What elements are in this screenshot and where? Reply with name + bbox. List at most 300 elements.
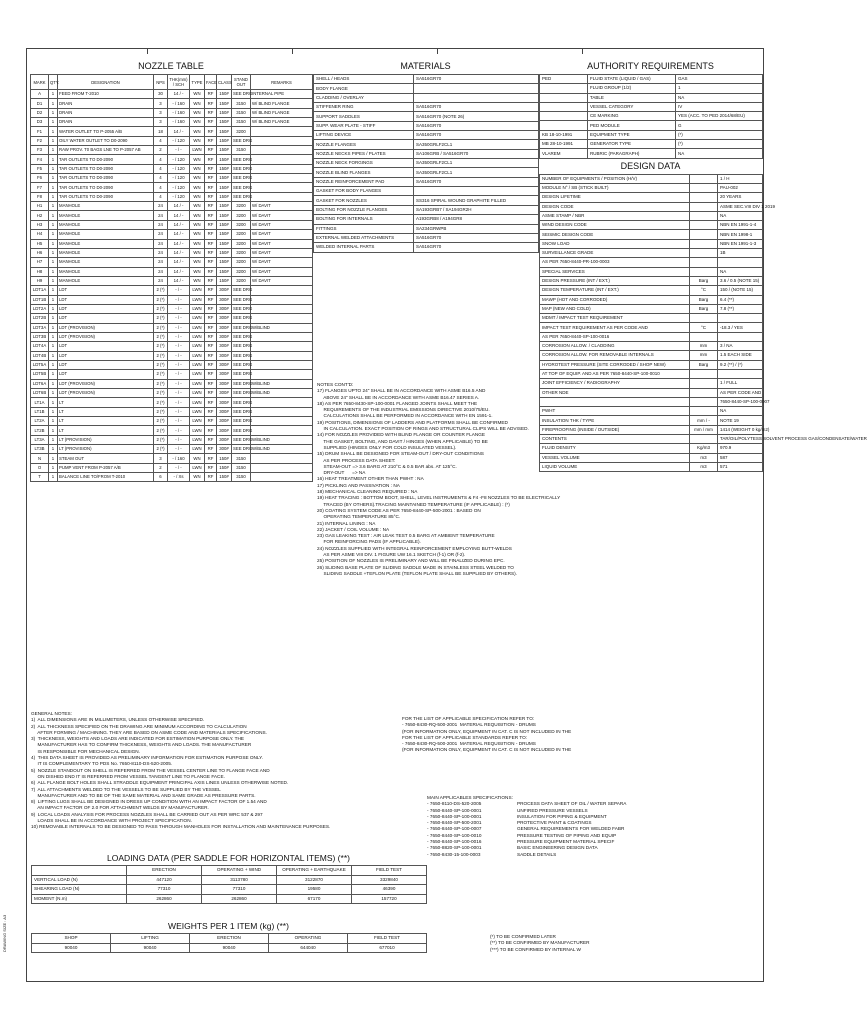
nozzle-cell: RF bbox=[205, 454, 217, 463]
note-line: AS PER PROCESS DATA SHEET: bbox=[317, 457, 396, 463]
nozzle-cell: RF bbox=[205, 248, 217, 257]
nozzle-cell: LDT bbox=[58, 295, 154, 304]
nozzle-cell: 3 bbox=[154, 108, 168, 117]
nozzle-cell: - / 160 bbox=[168, 118, 190, 127]
nozzle-cell: 300# bbox=[217, 314, 232, 323]
nozzle-cell: 1 bbox=[49, 127, 58, 136]
nozzle-header-cell: STAND OUT bbox=[232, 75, 251, 90]
general-note-line: 8) LIFTING LUGS SHALL BE DESIGNED IN DRESS UP CONDITION WITH AN IMPACT FACTOR OF 1.54 AND bbox=[31, 799, 267, 805]
nozzle-cell: 150# bbox=[217, 276, 232, 285]
nozzle-cell: SEE DRG bbox=[232, 389, 251, 398]
material-cell: SA350GRLF2CL1 bbox=[414, 140, 539, 149]
nozzle-cell: 300# bbox=[217, 389, 232, 398]
nozzle-cell: 2 (*) bbox=[154, 360, 168, 369]
weights-block bbox=[31, 921, 426, 953]
nozzle-cell: SEE DRG bbox=[232, 426, 251, 435]
design-data-row bbox=[540, 351, 763, 360]
spec-title: GENERAL REQUIREMENTS FOR WELDED FABR bbox=[517, 826, 625, 832]
material-cell: SA516GR70 bbox=[414, 131, 539, 140]
nozzle-cell: MANHOLE bbox=[58, 202, 154, 211]
note-line: 15) DRUM SHALL BE DESIGNED FOR STEAM-OUT / DRY-OUT CONDITIONS bbox=[317, 451, 484, 457]
nozzle-cell: MANHOLE bbox=[58, 230, 154, 239]
nozzle-cell: SEE DRG bbox=[232, 192, 251, 201]
design-data-cell bbox=[718, 369, 763, 378]
design-data-row bbox=[540, 388, 763, 397]
nozzle-cell: LDT5A bbox=[31, 360, 49, 369]
nozzle-row bbox=[31, 258, 313, 267]
design-data-cell bbox=[690, 174, 718, 183]
nozzle-cell bbox=[251, 304, 313, 313]
nozzle-cell: 3 bbox=[154, 118, 168, 127]
design-data-cell: LIQUID VOLUME bbox=[540, 462, 690, 471]
design-data-cell: PAU-002 bbox=[718, 183, 763, 192]
nozzle-cell: RF bbox=[205, 370, 217, 379]
material-cell: NOZZLE NECK FORGINGS bbox=[314, 159, 414, 168]
authority-cell: (*) bbox=[676, 130, 763, 139]
design-data-row bbox=[540, 295, 763, 304]
material-cell: SA106GRB / SA516GR70 bbox=[414, 149, 539, 158]
nozzle-cell: LWN bbox=[190, 314, 205, 323]
spec-number: - 7650-8440-SP-100-0001 bbox=[427, 807, 482, 813]
note-line: 21) INTERNAL LINING : NA bbox=[317, 520, 376, 526]
nozzle-cell: - / - bbox=[168, 463, 190, 472]
nozzle-cell: 3150 bbox=[232, 108, 251, 117]
nozzle-cell: RF bbox=[205, 389, 217, 398]
nozzle-header-cell: TYPE bbox=[190, 75, 205, 90]
nozzle-cell: 24 bbox=[154, 267, 168, 276]
design-data-cell: 571 bbox=[718, 462, 763, 471]
nozzle-cell: WN bbox=[190, 202, 205, 211]
nozzle-row bbox=[31, 118, 313, 127]
spec-title: BASIC ENGINEERING DESIGN DATA bbox=[517, 845, 598, 851]
nozzle-cell: RF bbox=[205, 426, 217, 435]
nozzle-cell: RF bbox=[205, 127, 217, 136]
weights-value-cell: 644040 bbox=[269, 943, 348, 953]
nozzle-cell: W/ BLIND FLANGE bbox=[251, 118, 313, 127]
material-row bbox=[314, 243, 539, 252]
nozzle-cell: 300# bbox=[217, 379, 232, 388]
nozzle-cell: W/BLIND bbox=[251, 389, 313, 398]
authority-cell: IV bbox=[676, 102, 763, 111]
nozzle-cell: W/ BLIND FLANGE bbox=[251, 99, 313, 108]
nozzle-cell: RF bbox=[205, 220, 217, 229]
nozzle-cell bbox=[251, 146, 313, 155]
nozzle-cell: F4 bbox=[31, 155, 49, 164]
design-data-cell: NBN EN 1998-1 bbox=[718, 230, 763, 239]
loading-data-title: LOADING DATA (PER SADDLE FOR HORIZONTAL ITEMS) (**) bbox=[107, 853, 350, 863]
design-data-cell: Barg bbox=[690, 295, 718, 304]
note-line: 24) NOZZLES SUPPLIED WITH INTEGRAL REINFORCEMENT EMPLOYING BUTT-WELDS bbox=[317, 545, 512, 551]
design-data-row bbox=[540, 304, 763, 313]
nozzle-cell: LWN bbox=[190, 286, 205, 295]
design-data-cell bbox=[690, 407, 718, 416]
design-data-row bbox=[540, 434, 763, 443]
nozzle-cell: RF bbox=[205, 407, 217, 416]
nozzle-cell: - / - bbox=[168, 389, 190, 398]
nozzle-cell: 14 / - bbox=[168, 90, 190, 99]
nozzle-row bbox=[31, 426, 313, 435]
nozzle-cell bbox=[251, 454, 313, 463]
reference-line: (FOR INFORMATION ONLY, EQUIPMENT IN CAT. C IS NOT INCLUDED IN THE bbox=[402, 747, 572, 753]
nozzle-cell: 1 bbox=[49, 155, 58, 164]
loading-row bbox=[32, 875, 427, 885]
nozzle-cell: LDT (PROVISION) bbox=[58, 323, 154, 332]
nozzle-cell: 1 bbox=[49, 463, 58, 472]
nozzle-row bbox=[31, 239, 313, 248]
weights-table bbox=[31, 933, 427, 953]
nozzle-cell: 1 bbox=[49, 454, 58, 463]
nozzle-cell: 1 bbox=[49, 174, 58, 183]
nozzle-row bbox=[31, 351, 313, 360]
nozzle-cell: W/BLIND bbox=[251, 323, 313, 332]
nozzle-cell: 3200 bbox=[232, 239, 251, 248]
nozzle-header-row bbox=[31, 75, 313, 90]
nozzle-cell bbox=[251, 407, 313, 416]
nozzle-cell: 2 (*) bbox=[154, 323, 168, 332]
material-cell: SUPP. WEAR PLATE - STIFF bbox=[314, 121, 414, 130]
nozzle-cell: LWN bbox=[190, 351, 205, 360]
nozzle-cell: LWN bbox=[190, 146, 205, 155]
nozzle-cell: WN bbox=[190, 108, 205, 117]
material-row bbox=[314, 168, 539, 177]
nozzle-cell: 150# bbox=[217, 248, 232, 257]
nozzle-cell: TAR OUTLETS TO D0-2090 bbox=[58, 164, 154, 173]
nozzle-cell: 3150 bbox=[232, 118, 251, 127]
note-line: 23) GAS LEAKING TEST : AIR LEAK TEST 0.5 BARG AT AMBIENT TEMPERATURE bbox=[317, 533, 495, 539]
nozzle-cell: SEE DRG bbox=[232, 417, 251, 426]
nozzle-cell: W/ BLIND FLANGE bbox=[251, 108, 313, 117]
design-data-cell bbox=[690, 267, 718, 276]
nozzle-cell: 150# bbox=[217, 146, 232, 155]
loading-cell: 3329840 bbox=[352, 875, 427, 885]
nozzle-cell: SEE DRG bbox=[232, 342, 251, 351]
nozzle-row bbox=[31, 454, 313, 463]
nozzle-row bbox=[31, 398, 313, 407]
nozzle-cell: 4 bbox=[154, 174, 168, 183]
design-data-cell: MAP (NEW AND COLD) bbox=[540, 304, 690, 313]
design-data-cell bbox=[690, 221, 718, 230]
authority-cell: GAS bbox=[676, 75, 763, 84]
material-cell: SA516GR70 bbox=[414, 177, 539, 186]
general-note-line: ON DISHED END IT IS REFERRED FROM VESSEL TANGENT LINE TO FLANGE FACE. bbox=[31, 773, 225, 779]
nozzle-cell bbox=[251, 463, 313, 472]
nozzle-cell: TAR OUTLETS TO D0-2090 bbox=[58, 183, 154, 192]
nozzle-cell: 300# bbox=[217, 286, 232, 295]
nozzle-row bbox=[31, 108, 313, 117]
material-cell bbox=[414, 84, 539, 93]
note-line: 22) JACKET / COIL VOLUME : NA bbox=[317, 526, 390, 532]
note-line: 18) AS PER 7650-8430-SP-100-0001 FLANGED JOINTS SHALL MEET THE bbox=[317, 400, 478, 406]
authority-cell: EQUIPMENT TYPE bbox=[588, 130, 676, 139]
nozzle-cell: 24 bbox=[154, 258, 168, 267]
nozzle-cell: F7 bbox=[31, 183, 49, 192]
loading-cell: MOMENT (N.m) bbox=[32, 894, 127, 904]
nozzle-cell: LT3A bbox=[31, 435, 49, 444]
design-data-cell: NA bbox=[718, 407, 763, 416]
design-data-row bbox=[540, 202, 763, 211]
nozzle-cell: F1 bbox=[31, 127, 49, 136]
nozzle-cell: MANHOLE bbox=[58, 211, 154, 220]
spec-title: PROCESS DATA SHEET OF OIL / WATER SEPARA bbox=[517, 801, 627, 807]
spec-number: - 7650-8440-SP-100-0010 bbox=[427, 832, 482, 838]
reference-line: - 7650-8430-RQ-500-2001 MATERIAL REQUISITION - DRUMS bbox=[402, 722, 536, 728]
references-block bbox=[402, 716, 762, 754]
nozzle-cell: LWN bbox=[190, 426, 205, 435]
nozzle-cell: RF bbox=[205, 379, 217, 388]
design-data-cell bbox=[540, 397, 690, 406]
note-line: REQUIREMENTS OF THE INDUSTRIAL EMISSIONS DIRECTIVE 2010/75/EU. bbox=[317, 407, 490, 413]
authority-cell: KB 18-10-1991 bbox=[540, 130, 588, 139]
nozzle-cell: O bbox=[31, 463, 49, 472]
materials-block bbox=[313, 61, 538, 253]
nozzle-cell: 2 (*) bbox=[154, 286, 168, 295]
nozzle-cell: 24 bbox=[154, 230, 168, 239]
material-row bbox=[314, 84, 539, 93]
nozzle-cell: 1 bbox=[49, 108, 58, 117]
nozzle-cell: - / 120 bbox=[168, 155, 190, 164]
nozzle-cell: 1 bbox=[49, 351, 58, 360]
material-cell: SA516GR70 (NOTE 26) bbox=[414, 112, 539, 121]
nozzle-cell: 30 bbox=[154, 90, 168, 99]
nozzle-cell: W/ DAVIT bbox=[251, 230, 313, 239]
nozzle-cell: 3200 bbox=[232, 220, 251, 229]
note-line: FOR REINFORCING PADS (IF APPLICABLE). bbox=[317, 539, 421, 545]
nozzle-cell: - / 120 bbox=[168, 192, 190, 201]
material-cell: CLADDING / OVERLAY bbox=[314, 93, 414, 102]
nozzle-cell: 150# bbox=[217, 90, 232, 99]
design-data-cell: 1 / FULL bbox=[718, 379, 763, 388]
nozzle-cell: LWN bbox=[190, 304, 205, 313]
nozzle-cell: LDT bbox=[58, 370, 154, 379]
nozzle-cell: MANHOLE bbox=[58, 276, 154, 285]
loading-cell: VERTICAL LOAD (N) bbox=[32, 875, 127, 885]
nozzle-cell: OILY WATER OUTLET TO D0-2090 bbox=[58, 136, 154, 145]
authority-cell: GENERATOR TYPE bbox=[588, 140, 676, 149]
loading-cell: 46390 bbox=[352, 885, 427, 895]
design-data-cell: SURVEILLANCE GRADE bbox=[540, 249, 690, 258]
authority-cell: PED MODULE bbox=[588, 121, 676, 130]
nozzle-cell: WN bbox=[190, 155, 205, 164]
nozzle-cell: 1 bbox=[49, 192, 58, 201]
nozzle-cell: LWN bbox=[190, 323, 205, 332]
nozzle-cell: TAR OUTLETS TO D0-2090 bbox=[58, 174, 154, 183]
design-data-cell: ASME SEC.VIII DIV 1 2019 bbox=[718, 202, 763, 211]
nozzle-cell: 3150 bbox=[232, 99, 251, 108]
design-data-cell: NBN EN 1991-1-3 bbox=[718, 239, 763, 248]
nozzle-cell bbox=[251, 332, 313, 341]
loading-cell: 447120 bbox=[127, 875, 202, 885]
nozzle-cell: 2 (*) bbox=[154, 407, 168, 416]
nozzle-cell: 300# bbox=[217, 370, 232, 379]
nozzle-cell: 300# bbox=[217, 332, 232, 341]
nozzle-cell bbox=[251, 164, 313, 173]
design-data-cell: DESIGN TEMPERATURE (INT / EXT.) bbox=[540, 286, 690, 295]
spec-number: - 7650-8440-SP-100-0007 bbox=[427, 826, 482, 832]
material-cell: BOLTING FOR INTERNALS bbox=[314, 215, 414, 224]
nozzle-cell: 1 bbox=[49, 230, 58, 239]
loading-cell: 157720 bbox=[352, 894, 427, 904]
nozzle-cell: W/ DAVIT bbox=[251, 211, 313, 220]
nozzle-cell: RF bbox=[205, 146, 217, 155]
design-data-cell: MODULE N° / SB (STICK BUILT) bbox=[540, 183, 690, 192]
nozzle-cell: 24 bbox=[154, 239, 168, 248]
nozzle-cell: 1 bbox=[49, 295, 58, 304]
loading-cell: 262860 bbox=[202, 894, 277, 904]
nozzle-cell: 300# bbox=[217, 435, 232, 444]
nozzle-cell: RF bbox=[205, 118, 217, 127]
nozzle-cell: SEE DRG bbox=[232, 295, 251, 304]
nozzle-cell: SEE DRG bbox=[232, 183, 251, 192]
nozzle-row bbox=[31, 99, 313, 108]
nozzle-cell: RF bbox=[205, 258, 217, 267]
nozzle-cell: WN bbox=[190, 118, 205, 127]
design-data-cell: TAR/OIL/POLYTESS SOLVENT PROCESS GAS/CONDENSATE/WATER bbox=[718, 434, 763, 443]
nozzle-cell: 3200 bbox=[232, 248, 251, 257]
nozzle-cell: RF bbox=[205, 435, 217, 444]
nozzle-cell: LWN bbox=[190, 370, 205, 379]
design-data-cell: m3 bbox=[690, 462, 718, 471]
design-data-cell: 970.9 bbox=[718, 444, 763, 453]
nozzle-cell: W/ DAVIT bbox=[251, 267, 313, 276]
loading-cell: 262860 bbox=[127, 894, 202, 904]
nozzle-cell: TAR OUTLETS TO D0-2090 bbox=[58, 192, 154, 201]
design-data-cell: Barg bbox=[690, 276, 718, 285]
loading-cell: 77310 bbox=[202, 885, 277, 895]
design-data-cell: 587 bbox=[718, 453, 763, 462]
nozzle-row bbox=[31, 276, 313, 285]
nozzle-cell: 150# bbox=[217, 258, 232, 267]
nozzle-row bbox=[31, 174, 313, 183]
nozzle-cell: 24 bbox=[154, 211, 168, 220]
material-cell: SA516GR70 bbox=[414, 75, 539, 84]
material-row bbox=[314, 112, 539, 121]
nozzle-cell: LDT bbox=[58, 342, 154, 351]
weights-value-cell: 90040 bbox=[111, 943, 190, 953]
nozzle-cell: WN bbox=[190, 258, 205, 267]
nozzle-cell: RF bbox=[205, 295, 217, 304]
nozzle-cell: RF bbox=[205, 164, 217, 173]
nozzle-cell: SEE DRG bbox=[232, 360, 251, 369]
nozzle-cell: WN bbox=[190, 220, 205, 229]
nozzle-cell: 14 / - bbox=[168, 248, 190, 257]
nozzle-cell: 4 bbox=[154, 164, 168, 173]
grid-tick bbox=[292, 49, 293, 54]
design-data-row bbox=[540, 360, 763, 369]
nozzle-cell: 3200 bbox=[232, 211, 251, 220]
authority-cell bbox=[540, 102, 588, 111]
nozzle-cell: W/ DAVIT bbox=[251, 220, 313, 229]
spec-title: INSULATION FOR PIPING & EQUIPMENT bbox=[517, 813, 607, 819]
nozzle-row bbox=[31, 192, 313, 201]
nozzle-cell: - / - bbox=[168, 360, 190, 369]
design-data-cell: 1 / H bbox=[718, 174, 763, 183]
nozzle-cell: SEE DRG bbox=[232, 379, 251, 388]
nozzle-cell: RF bbox=[205, 108, 217, 117]
nozzle-cell: LWN bbox=[190, 342, 205, 351]
nozzle-cell: 2 (*) bbox=[154, 370, 168, 379]
nozzle-cell: WN bbox=[190, 99, 205, 108]
nozzle-cell: A bbox=[31, 90, 49, 99]
design-data-row bbox=[540, 444, 763, 453]
design-data-row bbox=[540, 211, 763, 220]
nozzle-row bbox=[31, 230, 313, 239]
material-cell: SHELL / HEADS bbox=[314, 75, 414, 84]
nozzle-cell bbox=[251, 295, 313, 304]
nozzle-cell: - / - bbox=[168, 332, 190, 341]
material-cell: NOZZLE FLANGES bbox=[314, 140, 414, 149]
nozzle-cell: - / Xs bbox=[168, 473, 190, 482]
nozzle-cell: LT (PROVISION) bbox=[58, 435, 154, 444]
nozzle-cell: LWN bbox=[190, 435, 205, 444]
nozzle-row bbox=[31, 435, 313, 444]
design-data-row bbox=[540, 397, 763, 406]
note-line: TRACED (BY OTHERS).TRACING MAINTAINED TEMPERATURE (IF APPLICABLE) : (*) bbox=[317, 501, 510, 507]
nozzle-cell: 2 (*) bbox=[154, 351, 168, 360]
nozzle-cell: 4 bbox=[154, 192, 168, 201]
nozzle-cell: PUMP VENT FROM P-2057 A/B bbox=[58, 463, 154, 472]
design-data-cell: 7.8 (**) bbox=[718, 304, 763, 313]
nozzle-cell: 14 / - bbox=[168, 127, 190, 136]
nozzle-cell: 3200 bbox=[232, 202, 251, 211]
nozzle-cell: 300# bbox=[217, 351, 232, 360]
nozzle-cell: 1 bbox=[49, 220, 58, 229]
nozzle-cell: - / - bbox=[168, 342, 190, 351]
nozzle-cell: LT bbox=[58, 417, 154, 426]
authority-cell: MB 28-10-1991 bbox=[540, 140, 588, 149]
material-cell: BODY FLANGE bbox=[314, 84, 414, 93]
material-row bbox=[314, 159, 539, 168]
note-line: 20) COATING SYSTEM CODE AS PER 7650-8440-SP-500-2001 : BASED ON bbox=[317, 507, 481, 513]
design-data-row bbox=[540, 323, 763, 332]
design-data-cell bbox=[690, 211, 718, 220]
material-cell: SA193GRB7 / SA194GR2H bbox=[414, 205, 539, 214]
nozzle-cell: 2 (*) bbox=[154, 426, 168, 435]
nozzle-cell: 1 bbox=[49, 407, 58, 416]
nozzle-cell: 150# bbox=[217, 108, 232, 117]
material-cell: SA516GR70 bbox=[414, 103, 539, 112]
material-row bbox=[314, 205, 539, 214]
spec-title: PROTECTIVE PAINT & COATINGS bbox=[517, 820, 592, 826]
nozzle-cell: 3200 bbox=[232, 258, 251, 267]
nozzle-cell: 150# bbox=[217, 136, 232, 145]
design-data-cell: Kg/m3 bbox=[690, 444, 718, 453]
nozzle-cell: 18 bbox=[154, 127, 168, 136]
nozzle-cell bbox=[251, 473, 313, 482]
drawing-size-label: DRAWING SIZE : A3 bbox=[2, 914, 7, 952]
nozzle-cell: 1 bbox=[49, 267, 58, 276]
design-data-table bbox=[539, 174, 867, 473]
design-data-cell bbox=[690, 239, 718, 248]
general-note-line: MANUFACTURER HAS TO CONFIRM THICKNESS, WEIGHTS AND LOADS. THE MANUFACTURER bbox=[31, 742, 252, 748]
design-data-cell: 1.5 EACH SIDE bbox=[718, 351, 763, 360]
material-cell: EXTERNAL WELDED ATTACHMENTS bbox=[314, 233, 414, 242]
design-data-cell: NOTE 19 bbox=[718, 416, 763, 425]
weights-header-cell: LIFTING bbox=[111, 934, 190, 944]
design-data-cell bbox=[690, 183, 718, 192]
nozzle-cell: - / 160 bbox=[168, 108, 190, 117]
nozzle-cell: RF bbox=[205, 398, 217, 407]
reference-line: - 7650-8430-RQ-500-2001 MATERIAL REQUISITION - DRUMS bbox=[402, 741, 536, 747]
nozzle-cell: 150# bbox=[217, 164, 232, 173]
nozzle-cell: LDT (PROVISION) bbox=[58, 389, 154, 398]
design-data-row bbox=[540, 230, 763, 239]
nozzle-cell: SEE DRG bbox=[232, 370, 251, 379]
nozzle-cell: 300# bbox=[217, 398, 232, 407]
nozzle-cell: - / 120 bbox=[168, 183, 190, 192]
spec-row bbox=[427, 852, 762, 858]
nozzle-cell: SEE DRG bbox=[232, 407, 251, 416]
nozzle-row bbox=[31, 323, 313, 332]
